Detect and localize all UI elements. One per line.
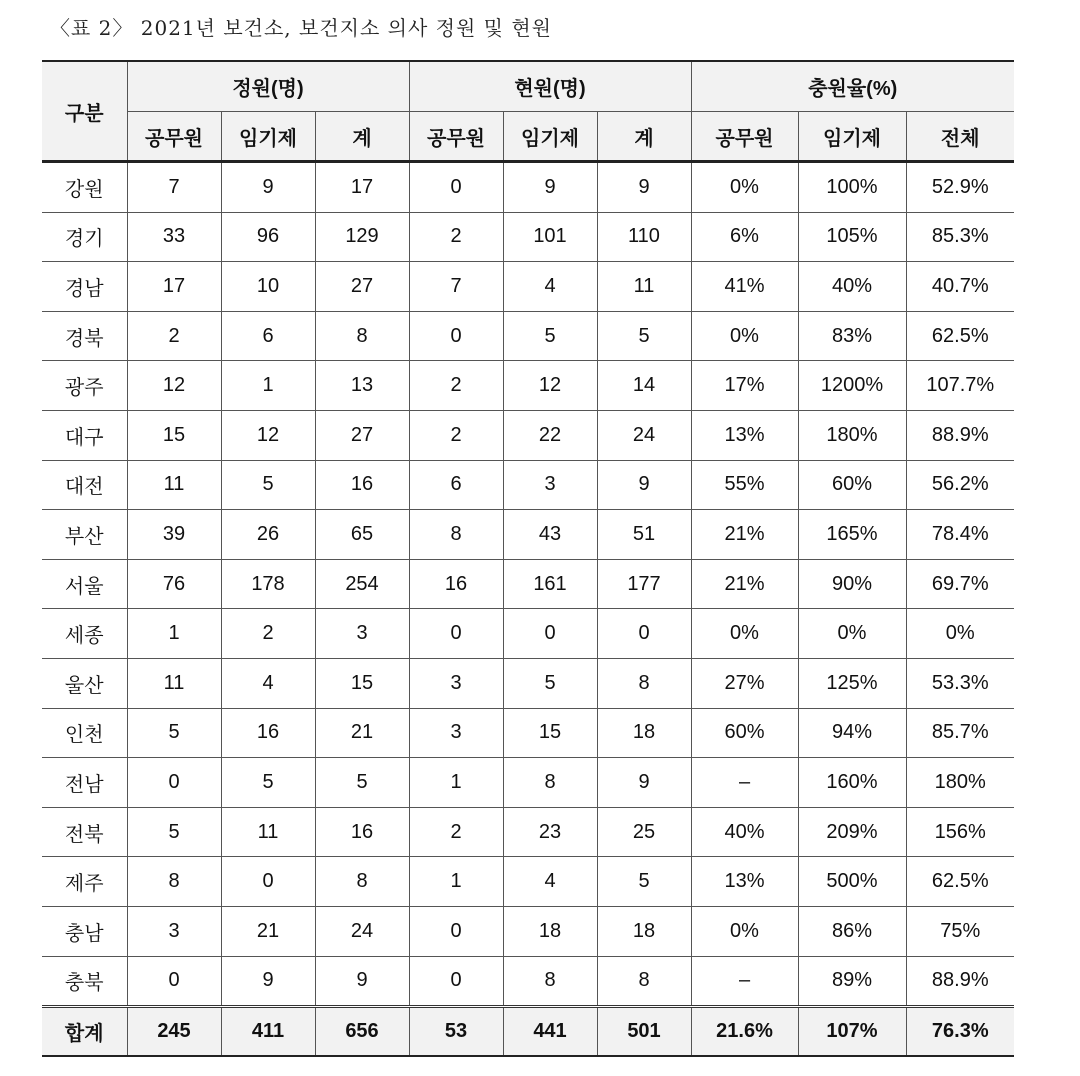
table-cell: 11: [597, 262, 691, 312]
table-cell: 14: [597, 361, 691, 411]
table-cell: 0: [503, 609, 597, 659]
table-cell: 500%: [798, 857, 906, 907]
staffing-table: [42, 60, 1014, 1057]
table-cell: 8: [503, 956, 597, 1007]
table-cell: 161: [503, 559, 597, 609]
table-cell: 6: [221, 311, 315, 361]
table-cell: 4: [503, 262, 597, 312]
table-cell: 40%: [691, 807, 798, 857]
table-cell: 18: [597, 708, 691, 758]
table-cell: 0%: [691, 906, 798, 956]
table-row: [42, 857, 1014, 907]
table-cell: 96: [221, 212, 315, 262]
header-rate-public: 공무원: [691, 112, 798, 162]
table-cell: 9: [221, 162, 315, 213]
row-label: 충남: [42, 906, 127, 956]
table-row: [42, 361, 1014, 411]
table-cell: 5: [221, 460, 315, 510]
table-cell: 22: [503, 410, 597, 460]
table-cell: 88.9%: [906, 956, 1014, 1007]
table-cell: 60%: [691, 708, 798, 758]
row-label: 경기: [42, 212, 127, 262]
table-row: [42, 311, 1014, 361]
row-label: 충북: [42, 956, 127, 1007]
table-cell: 9: [597, 758, 691, 808]
table-cell: 4: [221, 658, 315, 708]
table-cell: 21: [221, 906, 315, 956]
header-rate-overall: 전체: [906, 112, 1014, 162]
table-row: [42, 708, 1014, 758]
table-cell: 88.9%: [906, 410, 1014, 460]
table-cell: 656: [315, 1007, 409, 1057]
table-cell: 0%: [906, 609, 1014, 659]
table-cell: 9: [597, 162, 691, 213]
table-cell: 441: [503, 1007, 597, 1057]
table-cell: 16: [409, 559, 503, 609]
table-cell: 86%: [798, 906, 906, 956]
table-row: [42, 212, 1014, 262]
table-row: [42, 559, 1014, 609]
table-cell: 5: [221, 758, 315, 808]
table-cell: 1: [409, 857, 503, 907]
table-cell: 21.6%: [691, 1007, 798, 1057]
table-cell: 18: [597, 906, 691, 956]
table-cell: 0: [409, 162, 503, 213]
table-cell: 83%: [798, 311, 906, 361]
table-row: [42, 906, 1014, 956]
table-cell: 33: [127, 212, 221, 262]
header-quota-contract: 임기제: [221, 112, 315, 162]
table-cell: 3: [127, 906, 221, 956]
table-cell: 177: [597, 559, 691, 609]
table-cell: 3: [409, 708, 503, 758]
table-cell: 129: [315, 212, 409, 262]
table-cell: 0: [409, 906, 503, 956]
table-cell: 107%: [798, 1007, 906, 1057]
table-cell: 0%: [798, 609, 906, 659]
table-cell: 2: [221, 609, 315, 659]
table-cell: 15: [315, 658, 409, 708]
table-cell: 9: [221, 956, 315, 1007]
table-cell: 90%: [798, 559, 906, 609]
row-label: 강원: [42, 162, 127, 213]
table-cell: 0%: [691, 162, 798, 213]
table-cell: 51: [597, 510, 691, 560]
table-cell: 16: [315, 807, 409, 857]
table-cell: 43: [503, 510, 597, 560]
table-cell: 65: [315, 510, 409, 560]
table-cell: 85.3%: [906, 212, 1014, 262]
row-label: 경북: [42, 311, 127, 361]
table-cell: 254: [315, 559, 409, 609]
row-label: 대구: [42, 410, 127, 460]
table-cell: 156%: [906, 807, 1014, 857]
table-cell: 69.7%: [906, 559, 1014, 609]
table-cell: 27: [315, 262, 409, 312]
table-cell: 2: [127, 311, 221, 361]
table-cell: 107.7%: [906, 361, 1014, 411]
row-label: 경남: [42, 262, 127, 312]
row-label: 울산: [42, 658, 127, 708]
table-cell: 21: [315, 708, 409, 758]
table-cell: 8: [315, 857, 409, 907]
table-cell: 18: [503, 906, 597, 956]
table-cell: 125%: [798, 658, 906, 708]
table-cell: 6%: [691, 212, 798, 262]
table-cell: 89%: [798, 956, 906, 1007]
table-cell: 10: [221, 262, 315, 312]
table-cell: 85.7%: [906, 708, 1014, 758]
row-label: 세종: [42, 609, 127, 659]
table-cell: 8: [503, 758, 597, 808]
table-cell: 78.4%: [906, 510, 1014, 560]
header-category: 구분: [42, 61, 127, 162]
table-cell: 25: [597, 807, 691, 857]
table-cell: 3: [409, 658, 503, 708]
table-cell: 411: [221, 1007, 315, 1057]
table-cell: 40%: [798, 262, 906, 312]
table-cell: 7: [409, 262, 503, 312]
table-cell: 52.9%: [906, 162, 1014, 213]
table-cell: 60%: [798, 460, 906, 510]
table-cell: 53: [409, 1007, 503, 1057]
table-cell: 100%: [798, 162, 906, 213]
table-cell: 2: [409, 361, 503, 411]
table-cell: 9: [597, 460, 691, 510]
table-cell: 1200%: [798, 361, 906, 411]
table-cell: 0: [409, 609, 503, 659]
table-cell: 13%: [691, 857, 798, 907]
table-cell: 5: [315, 758, 409, 808]
table-cell: 3: [315, 609, 409, 659]
table-cell: 94%: [798, 708, 906, 758]
table-cell: 0: [127, 758, 221, 808]
table-row: [42, 609, 1014, 659]
table-row: [42, 807, 1014, 857]
table-cell: 1: [221, 361, 315, 411]
table-cell: 17%: [691, 361, 798, 411]
header-group-quota: 정원(명): [127, 61, 409, 112]
table-cell: 7: [127, 162, 221, 213]
table-cell: –: [691, 956, 798, 1007]
table-row: [42, 262, 1014, 312]
table-cell: 209%: [798, 807, 906, 857]
table-cell: 5: [597, 311, 691, 361]
table-cell: 24: [315, 906, 409, 956]
table-cell: 2: [409, 212, 503, 262]
table-cell: 180%: [798, 410, 906, 460]
table-cell: 26: [221, 510, 315, 560]
table-cell: 15: [127, 410, 221, 460]
header-current-sum: 계: [597, 112, 691, 162]
table-cell: 11: [221, 807, 315, 857]
table-cell: 39: [127, 510, 221, 560]
table-cell: 27: [315, 410, 409, 460]
table-row: [42, 758, 1014, 808]
table-row: [42, 460, 1014, 510]
table-row: [42, 510, 1014, 560]
table-cell: 180%: [906, 758, 1014, 808]
table-cell: 40.7%: [906, 262, 1014, 312]
table-cell: 2: [409, 807, 503, 857]
table-cell: 8: [597, 956, 691, 1007]
table-caption: 〈표 2〉 2021년 보건소, 보건지소 의사 정원 및 현원: [50, 16, 552, 40]
row-label: 대전: [42, 460, 127, 510]
table-cell: 1: [127, 609, 221, 659]
row-label: 인천: [42, 708, 127, 758]
table-cell: 21%: [691, 559, 798, 609]
table-cell: 8: [409, 510, 503, 560]
header-group-current: 현원(명): [409, 61, 691, 112]
table-cell: 4: [503, 857, 597, 907]
table-cell: 11: [127, 658, 221, 708]
table-cell: 3: [503, 460, 597, 510]
header-row-sub: [42, 112, 1014, 162]
table-cell: 62.5%: [906, 857, 1014, 907]
table-cell: 501: [597, 1007, 691, 1057]
row-label: 합계: [42, 1007, 127, 1057]
table-cell: 0: [409, 311, 503, 361]
table-row: [42, 410, 1014, 460]
table-cell: 12: [221, 410, 315, 460]
table-cell: 0: [597, 609, 691, 659]
table-cell: 160%: [798, 758, 906, 808]
table-row: [42, 162, 1014, 213]
table-cell: 12: [503, 361, 597, 411]
table-cell: 27%: [691, 658, 798, 708]
table-cell: 17: [127, 262, 221, 312]
table-cell: 13: [315, 361, 409, 411]
row-label: 광주: [42, 361, 127, 411]
table-cell: 110: [597, 212, 691, 262]
table-cell: 76.3%: [906, 1007, 1014, 1057]
table-cell: 2: [409, 410, 503, 460]
table-cell: 16: [221, 708, 315, 758]
header-quota-public: 공무원: [127, 112, 221, 162]
table-cell: 53.3%: [906, 658, 1014, 708]
table-cell: 12: [127, 361, 221, 411]
table-cell: 1: [409, 758, 503, 808]
table-cell: 5: [127, 708, 221, 758]
header-row-groups: [42, 61, 1014, 112]
table-cell: 56.2%: [906, 460, 1014, 510]
table-cell: 8: [315, 311, 409, 361]
table-cell: 6: [409, 460, 503, 510]
table-cell: 5: [503, 658, 597, 708]
table-cell: 15: [503, 708, 597, 758]
table-cell: 41%: [691, 262, 798, 312]
header-current-public: 공무원: [409, 112, 503, 162]
table-row: [42, 658, 1014, 708]
table-cell: 105%: [798, 212, 906, 262]
table-row: [42, 956, 1014, 1007]
table-cell: 178: [221, 559, 315, 609]
table-body: [42, 162, 1014, 1057]
table-cell: 23: [503, 807, 597, 857]
table-cell: 0%: [691, 609, 798, 659]
table-cell: 75%: [906, 906, 1014, 956]
table-cell: 21%: [691, 510, 798, 560]
table-cell: 245: [127, 1007, 221, 1057]
row-label: 전북: [42, 807, 127, 857]
table-cell: 62.5%: [906, 311, 1014, 361]
table-cell: 8: [597, 658, 691, 708]
row-label: 부산: [42, 510, 127, 560]
table-cell: 9: [503, 162, 597, 213]
table-cell: 9: [315, 956, 409, 1007]
table-cell: 5: [127, 807, 221, 857]
table-cell: 16: [315, 460, 409, 510]
table-cell: 0: [221, 857, 315, 907]
total-row: [42, 1007, 1014, 1057]
table-cell: 11: [127, 460, 221, 510]
table-cell: 0: [127, 956, 221, 1007]
table-cell: 101: [503, 212, 597, 262]
table-cell: –: [691, 758, 798, 808]
table-cell: 0: [409, 956, 503, 1007]
header-rate-contract: 임기제: [798, 112, 906, 162]
header-quota-sum: 계: [315, 112, 409, 162]
table-cell: 17: [315, 162, 409, 213]
row-label: 제주: [42, 857, 127, 907]
table-cell: 5: [597, 857, 691, 907]
table-cell: 0%: [691, 311, 798, 361]
row-label: 전남: [42, 758, 127, 808]
table-cell: 76: [127, 559, 221, 609]
table-cell: 13%: [691, 410, 798, 460]
table-cell: 5: [503, 311, 597, 361]
header-group-fill-rate: 충원율(%): [691, 61, 1014, 112]
row-label: 서울: [42, 559, 127, 609]
table-cell: 55%: [691, 460, 798, 510]
table-cell: 8: [127, 857, 221, 907]
header-current-contract: 임기제: [503, 112, 597, 162]
table-cell: 165%: [798, 510, 906, 560]
table-cell: 24: [597, 410, 691, 460]
